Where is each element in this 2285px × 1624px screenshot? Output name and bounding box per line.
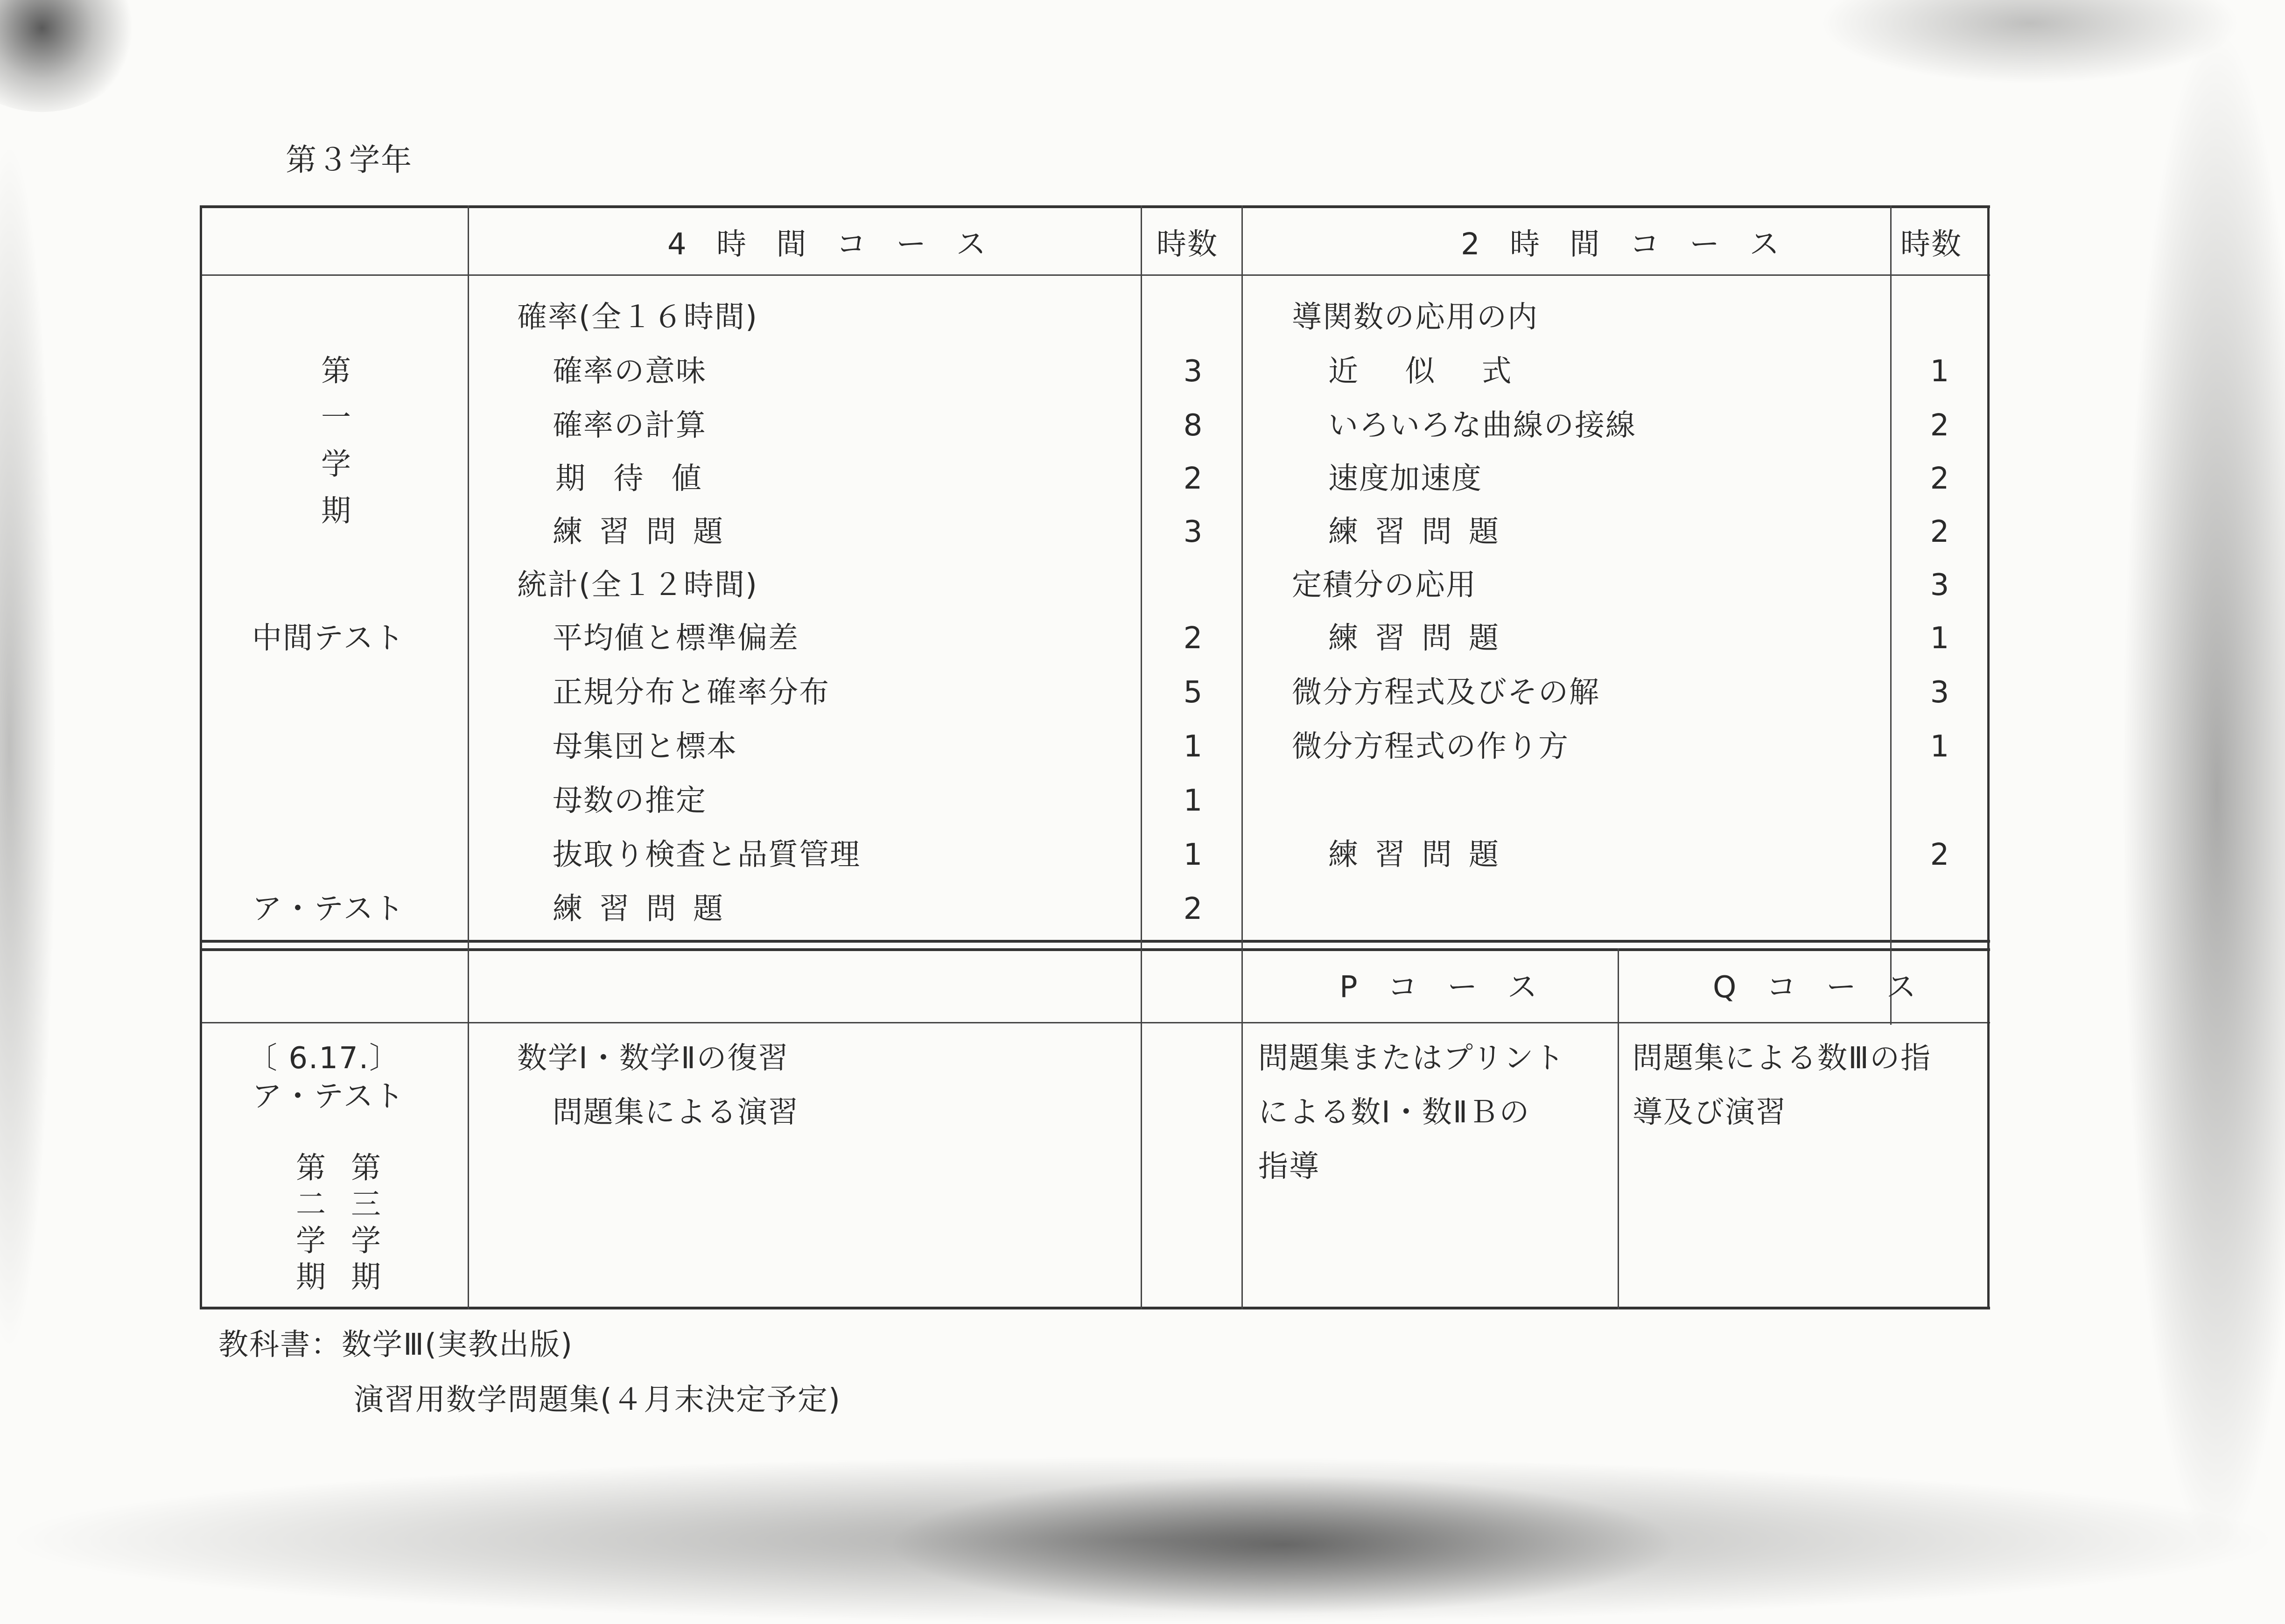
c2-row-1-hours: 1 (1930, 354, 1949, 389)
c2-row-5-label: 定積分の応用 (1292, 568, 1477, 602)
c2-row-1-label: 近 似 式 (1328, 354, 1530, 389)
p-course-line-2: による数Ⅰ・数ⅡＢの (1258, 1095, 1530, 1130)
header-hours: 時数 (1157, 227, 1218, 262)
header-course4: 4 時 間 コ ー ス (667, 227, 996, 262)
scan-noise-top-left (0, 0, 140, 112)
scan-noise-bottom-center (887, 1475, 1680, 1615)
grade-title: 第３学年 (286, 142, 413, 178)
c4-row-9-hours: 1 (1183, 784, 1203, 818)
c2-row-2-hours: 2 (1930, 408, 1949, 443)
c4-row-6-hours: 2 (1183, 621, 1203, 656)
p-course-line-1: 問題集またはプリント (1258, 1041, 1565, 1076)
c4-row-6-label: 平均値と標準偏差 (553, 621, 799, 656)
c2-row-5-hours: 3 (1930, 568, 1949, 602)
c4-row-10-label: 抜取り検査と品質管理 (553, 838, 861, 872)
col-divider-hours (1241, 205, 1243, 1309)
col-divider-course2 (1890, 205, 1892, 1025)
c4-row-8-hours: 1 (1183, 729, 1203, 764)
table-left-border (200, 205, 202, 1309)
c4-row-11-hours: 2 (1183, 892, 1203, 926)
c2-row-7-hours: 3 (1930, 675, 1949, 710)
header-hours-2: 時数 (1900, 227, 1962, 262)
q-course-header: Q コ ー ス (1713, 970, 1927, 1005)
c4-row-3-hours: 2 (1183, 462, 1203, 496)
c4-row-4-hours: 3 (1183, 515, 1203, 549)
q-course-line-2: 導及び演習 (1633, 1095, 1787, 1130)
c2-row-10-label: 練 習 問 題 (1328, 838, 1503, 872)
c4-row-10-hours: 1 (1183, 838, 1203, 872)
col-divider-course4 (1141, 205, 1142, 1309)
review-title: 数学Ⅰ・数学Ⅱの復習 (517, 1041, 789, 1076)
c4-row-4-label: 練 習 問 題 (553, 515, 727, 549)
a-test-label: ア・テスト (252, 892, 405, 926)
col-divider-pq (1618, 948, 1619, 1309)
c2-row-4-label: 練 習 問 題 (1328, 515, 1503, 549)
c2-row-8-hours: 1 (1930, 729, 1949, 764)
review-sub: 問題集による演習 (553, 1095, 799, 1130)
col-divider-label (468, 205, 469, 1309)
c2-row-3-hours: 2 (1930, 462, 1949, 496)
c4-row-1-label: 確率の意味 (553, 354, 707, 389)
scan-noise-right (2119, 0, 2285, 1585)
textbook-line: 教科書：数学Ⅲ(実教出版) (218, 1328, 574, 1362)
c4-row-2-hours: 8 (1183, 408, 1203, 443)
c2-row-8-label: 微分方程式の作り方 (1292, 729, 1569, 764)
c4-row-1-hours: 3 (1183, 354, 1203, 389)
c2-row-3-label: 速度加速度 (1328, 462, 1482, 496)
c2-row-4-hours: 2 (1930, 515, 1949, 549)
term3-label: 第三学期 (346, 1152, 380, 1297)
q-course-line-1: 問題集による数Ⅲの指 (1633, 1041, 1932, 1076)
c4-row-7-hours: 5 (1183, 675, 1203, 710)
term2-label: 第二学期 (291, 1152, 325, 1297)
term1-label: 第一学期 (316, 355, 350, 541)
c4-row-5-label: 統計(全１２時間) (517, 568, 758, 602)
c2-row-0-label: 導関数の応用の内 (1292, 300, 1538, 335)
c4-row-3-label: 期 待 値 (555, 462, 711, 496)
c2-row-7-label: 微分方程式及びその解 (1292, 675, 1600, 710)
midterm-label: 中間テスト (252, 621, 405, 656)
c4-row-7-label: 正規分布と確率分布 (553, 675, 830, 710)
p-course-header: P コ ー ス (1339, 970, 1548, 1005)
c4-row-11-label: 練 習 問 題 (553, 892, 727, 926)
scan-noise-left (0, 140, 56, 1353)
c2-row-6-label: 練 習 問 題 (1328, 621, 1503, 656)
c4-row-0-label: 確率(全１６時間) (517, 300, 758, 335)
p-course-line-3: 指導 (1258, 1149, 1320, 1184)
workbook-line: 演習用数学問題集(４月末決定予定) (354, 1383, 841, 1417)
c2-row-10-hours: 2 (1930, 838, 1949, 872)
c2-row-6-hours: 1 (1930, 621, 1949, 656)
table-right-border (1987, 205, 1990, 1309)
header-course2: 2 時 間 コ ー ス (1461, 227, 1790, 262)
c4-row-9-label: 母数の推定 (553, 784, 707, 818)
date-label: 〔 6.17.〕 (247, 1041, 400, 1076)
lower-a-test-label: ア・テスト (252, 1079, 405, 1114)
c4-row-8-label: 母集団と標本 (553, 729, 737, 764)
c4-row-2-label: 確率の計算 (553, 408, 707, 443)
c2-row-2-label: いろいろな曲線の接線 (1328, 408, 1636, 443)
